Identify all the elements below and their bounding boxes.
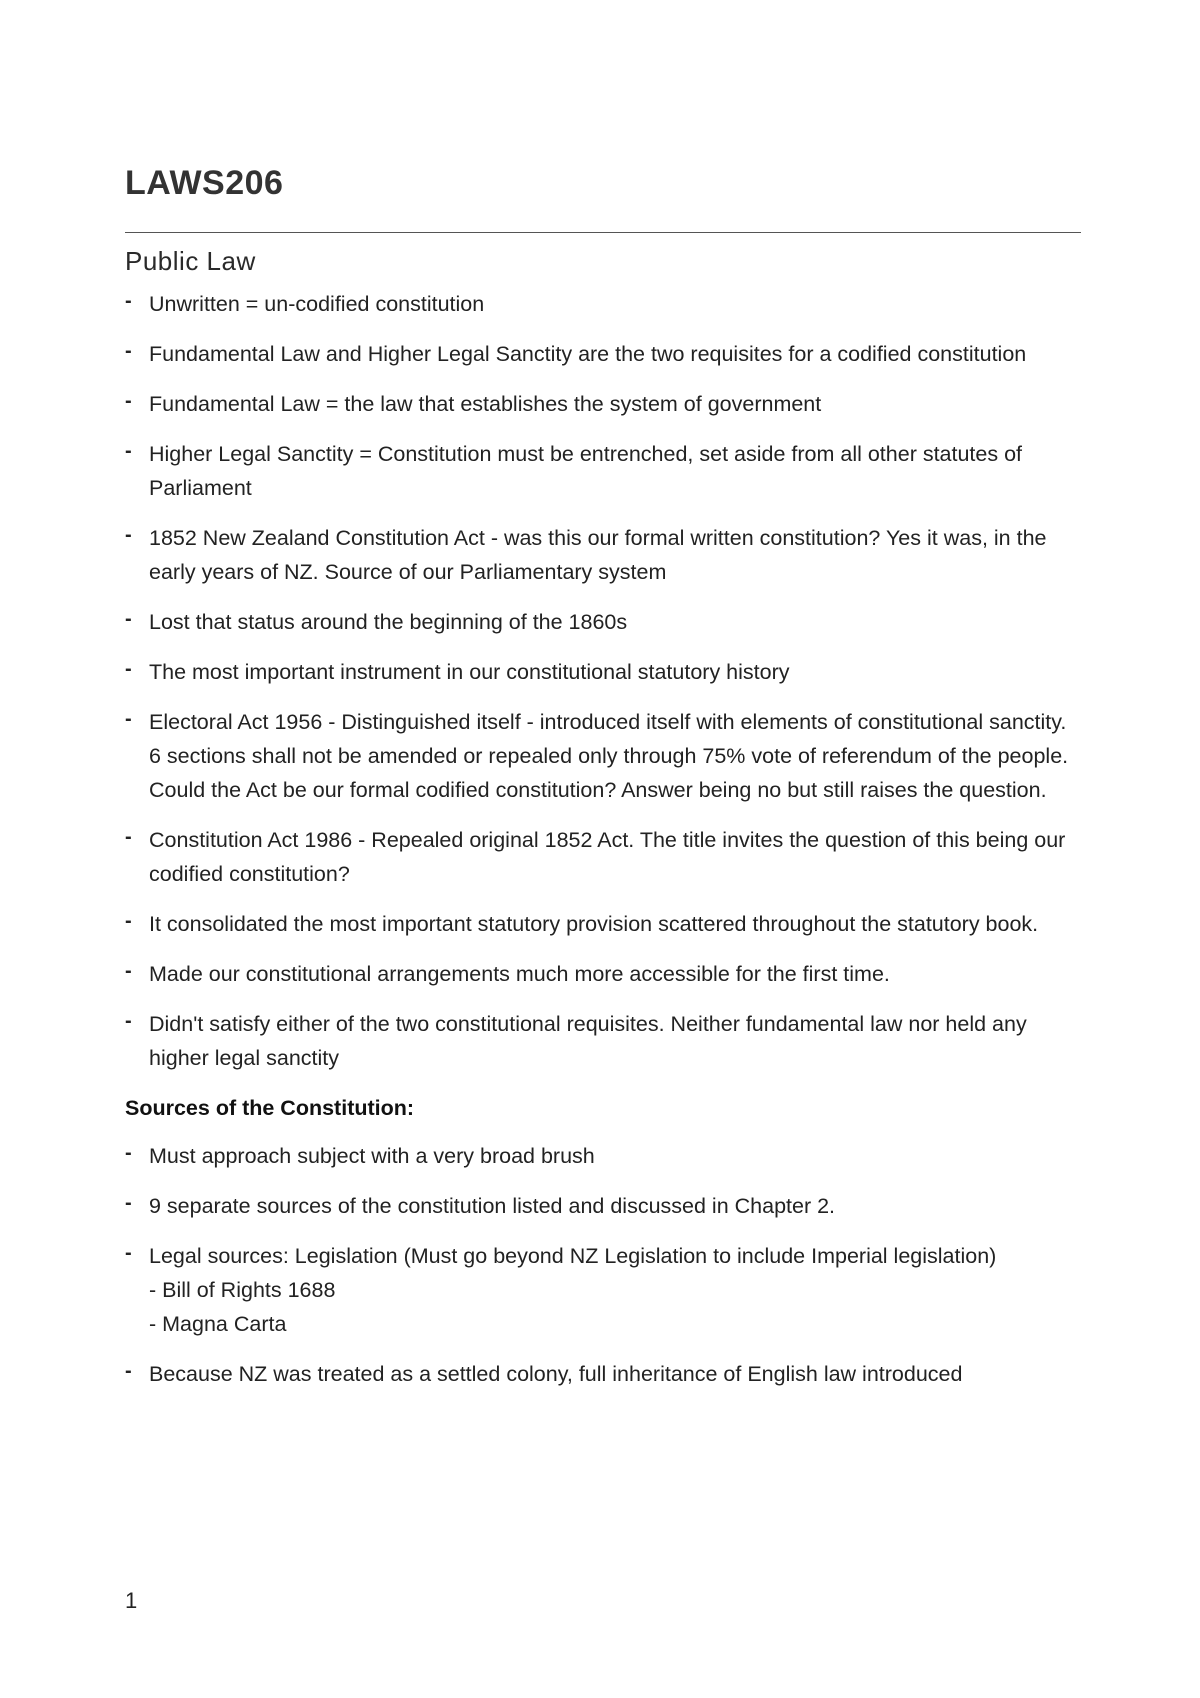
bullet-list-public-law	[125, 287, 1081, 1075]
page-number: 1	[125, 1588, 138, 1613]
list-item	[125, 907, 1081, 941]
list-item-text: Electoral Act 1956 - Distinguished itself - introduced itself with elements of constitutional sanctity. 6 sections shall not be amended or repealed only through 75% vote of referendum of the people. Could the Act be our formal codified constitution? Answer being no but still raises the question.	[149, 710, 1069, 802]
sub-item-bill-of-rights: - Bill of Rights 1688	[149, 1278, 336, 1302]
bullet-dash: -	[125, 708, 132, 730]
bullet-list-sources	[125, 1139, 1081, 1391]
bullet-dash: -	[125, 440, 132, 462]
bullet-dash: -	[125, 1142, 132, 1164]
bullet-dash: -	[125, 960, 132, 982]
list-item	[125, 287, 1081, 321]
bullet-dash: -	[125, 524, 132, 546]
bullet-dash: -	[125, 1192, 132, 1214]
list-item	[125, 387, 1081, 421]
list-item	[125, 957, 1081, 991]
list-item	[125, 1357, 1081, 1391]
bullet-dash: -	[125, 290, 132, 312]
list-item-text: Because NZ was treated as a settled colony, full inheritance of English law introduced	[149, 1362, 963, 1386]
list-item	[125, 705, 1081, 807]
list-item-text: Constitution Act 1986 - Repealed original 1852 Act. The title invites the question of this being our codified constitution?	[149, 828, 1066, 886]
bullet-dash: -	[125, 1360, 132, 1382]
list-item-text: Unwritten = un-codified constitution	[149, 292, 485, 316]
list-item-text: Lost that status around the beginning of the 1860s	[149, 610, 628, 634]
list-item-text: Fundamental Law = the law that establishes the system of government	[149, 392, 822, 416]
document-title: LAWS206	[125, 164, 284, 202]
bullet-dash: -	[125, 340, 132, 362]
list-item-text: Must approach subject with a very broad brush	[149, 1144, 595, 1168]
list-item	[125, 1139, 1081, 1173]
list-item-text: It consolidated the most important statutory provision scattered throughout the statutory book.	[149, 912, 1039, 936]
list-item	[125, 521, 1081, 589]
list-item	[125, 823, 1081, 891]
list-item-text: Higher Legal Sanctity = Constitution must be entrenched, set aside from all other statutes of Parliament	[149, 442, 1023, 500]
bullet-dash: -	[125, 608, 132, 630]
bullet-dash: -	[125, 826, 132, 848]
list-item-legal-sources	[125, 1239, 1081, 1341]
bullet-dash: -	[125, 658, 132, 680]
list-item-text: 1852 New Zealand Constitution Act - was this our formal written constitution? Yes it was, in the early years of NZ. Source of our Parliamentary system	[149, 526, 1047, 584]
list-item-text: The most important instrument in our constitutional statutory history	[149, 660, 790, 684]
list-item	[125, 337, 1081, 371]
list-item	[125, 1189, 1081, 1223]
list-item	[125, 605, 1081, 639]
bullet-dash: -	[125, 1242, 132, 1264]
list-item-text: Legal sources: Legislation (Must go beyond NZ Legislation to include Imperial legislation)	[149, 1244, 997, 1268]
sources-heading: Sources of the Constitution:	[125, 1096, 415, 1120]
list-item-text: Made our constitutional arrangements much more accessible for the first time.	[149, 962, 890, 986]
section-heading-public-law: Public Law	[125, 246, 256, 276]
list-item	[125, 437, 1081, 505]
list-item-text: Didn't satisfy either of the two constitutional requisites. Neither fundamental law nor held any higher legal sanctity	[149, 1012, 1027, 1070]
list-item-text: Fundamental Law and Higher Legal Sanctity are the two requisites for a codified constitution	[149, 342, 1027, 366]
bullet-dash: -	[125, 1010, 132, 1032]
document-page	[125, 160, 1081, 1407]
sub-item-magna-carta: - Magna Carta	[149, 1312, 287, 1336]
title-divider	[125, 232, 1081, 233]
list-item	[125, 655, 1081, 689]
list-item	[125, 1007, 1081, 1075]
bullet-dash: -	[125, 390, 132, 412]
list-item-text: 9 separate sources of the constitution listed and discussed in Chapter 2.	[149, 1194, 836, 1218]
bullet-dash: -	[125, 910, 132, 932]
